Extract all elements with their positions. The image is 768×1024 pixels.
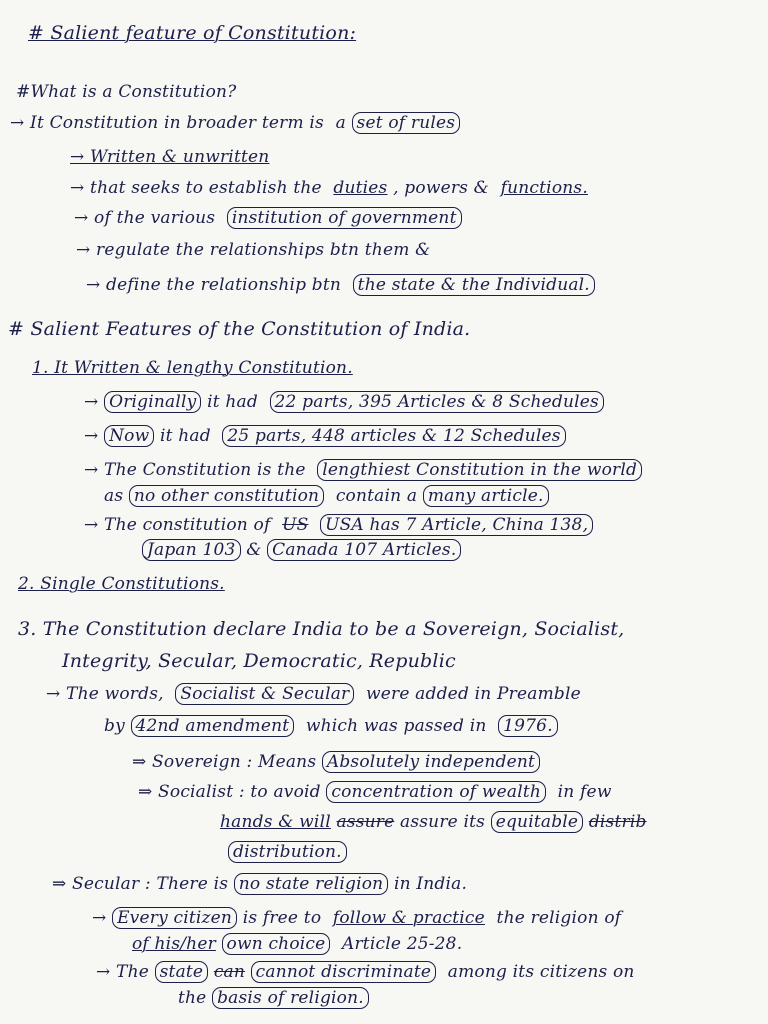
note-text: ⇒ Sovereign : Means xyxy=(132,752,317,772)
note-text: in few xyxy=(557,782,612,802)
note-line xyxy=(70,178,588,198)
note-line xyxy=(76,240,430,260)
note-line xyxy=(86,275,595,295)
note-line xyxy=(228,842,347,862)
point-1 xyxy=(32,358,353,378)
boxed-phrase: the state & the Individual. xyxy=(353,274,595,296)
note-line xyxy=(84,460,642,480)
boxed-phrase: Now xyxy=(104,425,154,447)
underlined-phrase: follow & practice xyxy=(332,908,485,928)
note-text: a xyxy=(335,113,346,133)
note-line xyxy=(92,908,621,928)
note-line xyxy=(84,392,604,412)
note-text: 3. The Constitution declare India to be a Sovereign, Socialist, xyxy=(18,618,625,640)
note-text: , powers & xyxy=(393,178,490,198)
point-2 xyxy=(18,574,225,594)
note-text: → The words, xyxy=(46,684,164,704)
note-text: were added in Preamble xyxy=(365,684,581,704)
note-text: the xyxy=(178,988,207,1008)
note-line xyxy=(62,650,456,672)
boxed-phrase: Canada 107 Articles. xyxy=(267,539,461,561)
note-text: 1. It Written & lengthy Constitution. xyxy=(32,358,353,378)
note-text: → Written & unwritten xyxy=(70,147,270,167)
note-text: assure its xyxy=(399,812,486,832)
note-text: in India. xyxy=(393,874,468,894)
note-line xyxy=(10,113,460,133)
underlined-phrase: functions. xyxy=(500,178,588,198)
boxed-phrase: Every citizen xyxy=(112,907,237,929)
boxed-phrase: no other constitution xyxy=(129,485,324,507)
boxed-phrase: 1976. xyxy=(498,715,558,737)
note-text: hands & will xyxy=(220,812,331,832)
note-line xyxy=(46,684,581,704)
note-text: it had xyxy=(159,426,211,446)
note-text: → It Constitution in broader term is xyxy=(10,113,324,133)
note-line xyxy=(84,515,593,535)
note-line xyxy=(104,716,558,736)
note-text: Article 25-28. xyxy=(342,934,463,954)
boxed-phrase: state xyxy=(155,961,209,983)
boxed-phrase: Japan 103 xyxy=(142,539,241,561)
boxed-phrase: 42nd amendment xyxy=(131,715,295,737)
section-heading-what-is xyxy=(16,82,236,102)
note-line xyxy=(132,934,462,954)
note-line xyxy=(84,426,566,446)
point-3 xyxy=(18,618,624,640)
note-text: which was passed in xyxy=(305,716,487,736)
note-line xyxy=(178,988,369,1008)
note-text: ⇒ Secular : There is xyxy=(52,874,229,894)
boxed-phrase: equitable xyxy=(491,811,583,833)
note-text: contain a xyxy=(335,486,418,506)
boxed-phrase: basis of religion. xyxy=(212,987,369,1009)
note-text: 2. Single Constitutions. xyxy=(18,574,225,594)
boxed-phrase: set of rules xyxy=(352,112,461,134)
struck-text: distrib xyxy=(588,812,647,832)
note-text: → The Constitution is the xyxy=(84,460,306,480)
heading-text: #What is a Constitution? xyxy=(16,82,237,102)
note-text: → The xyxy=(96,962,149,982)
note-text: it had xyxy=(207,392,258,412)
note-line xyxy=(70,147,269,167)
struck-text: US xyxy=(282,515,309,535)
boxed-phrase: USA has 7 Article, China 138, xyxy=(320,514,593,536)
underlined-phrase: duties xyxy=(333,178,388,198)
note-text: among its citizens on xyxy=(447,962,635,982)
boxed-phrase: institution of government xyxy=(227,207,462,229)
note-text: → regulate the relationships btn them & xyxy=(76,240,431,260)
struck-text: can xyxy=(213,962,246,982)
boxed-phrase: own choice xyxy=(222,933,331,955)
note-line xyxy=(138,782,612,802)
boxed-phrase: many article. xyxy=(423,485,549,507)
page-title xyxy=(28,22,356,44)
note-text: as xyxy=(104,486,124,506)
heading-text: # Salient Features of the Constitution of India. xyxy=(8,318,471,340)
note-text: Integrity, Secular, Democratic, Republic xyxy=(62,650,456,672)
boxed-phrase: lengthiest Constitution in the world xyxy=(317,459,642,481)
section-heading-salient-features xyxy=(8,318,470,340)
note-text: ⇒ Socialist : to avoid xyxy=(138,782,321,802)
boxed-phrase: concentration of wealth xyxy=(326,781,546,803)
note-text: → that seeks to establish the xyxy=(70,178,322,198)
note-text: → xyxy=(84,426,99,446)
note-line xyxy=(142,540,461,560)
note-text: is free to xyxy=(242,908,322,928)
note-text: → define the relationship btn xyxy=(86,275,342,295)
note-line xyxy=(132,752,540,772)
boxed-phrase: Absolutely independent xyxy=(322,751,540,773)
boxed-phrase: distribution. xyxy=(228,841,347,863)
note-text: the religion of xyxy=(496,908,622,928)
note-text: → of the various xyxy=(74,208,216,228)
boxed-phrase: 25 parts, 448 articles & 12 Schedules xyxy=(222,425,565,447)
note-line xyxy=(96,962,635,982)
note-text: → The constitution of xyxy=(84,515,271,535)
boxed-phrase: Originally xyxy=(104,391,201,413)
note-line xyxy=(74,208,462,228)
note-line xyxy=(52,874,467,894)
boxed-phrase: 22 parts, 395 Articles & 8 Schedules xyxy=(270,391,604,413)
note-text: → xyxy=(92,908,107,928)
struck-text: assure xyxy=(336,812,395,832)
note-text: of his/her xyxy=(132,934,216,954)
boxed-phrase: Socialist & Secular xyxy=(175,683,354,705)
note-text: → xyxy=(84,392,99,412)
boxed-phrase: no state religion xyxy=(234,873,389,895)
note-text: & xyxy=(246,540,262,560)
boxed-phrase: cannot discriminate xyxy=(251,961,437,983)
title-text: # Salient feature of Constitution: xyxy=(28,22,357,44)
note-line xyxy=(104,486,549,506)
note-text: by xyxy=(104,716,125,736)
note-line xyxy=(220,812,647,832)
